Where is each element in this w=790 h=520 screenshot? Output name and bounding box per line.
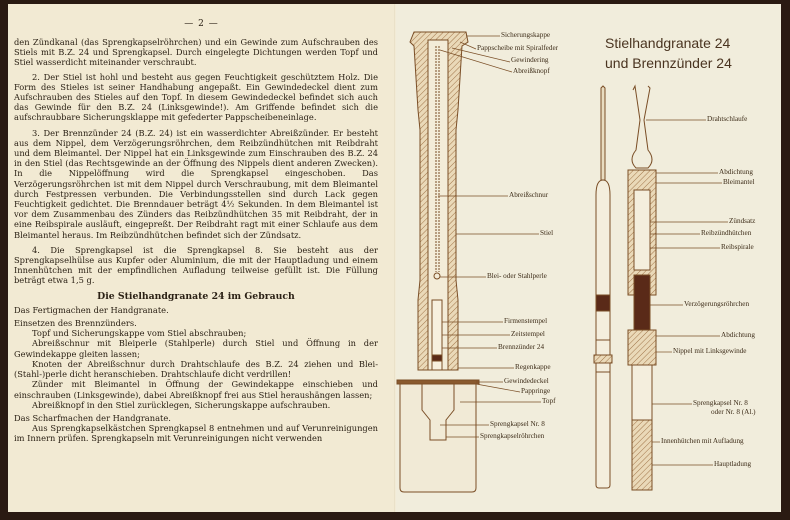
label-bleimantel: Bleimantel: [723, 178, 755, 186]
fuze-external-view: [594, 86, 612, 488]
label-sprengkapsel: Sprengkapsel Nr. 8: [490, 420, 545, 428]
label-gewindering: Gewindering: [511, 56, 549, 64]
paragraph-1: den Zündkanal (das Sprengkapselröhrchen) und ein Gewinde zum Aufschrauben des Stiels mit B.Z. 24 und Sprengkapsel. Durch eingelegte Dichtungen werden Topf und Stiel wasserdicht miteinander verschraubt.: [14, 37, 378, 68]
label-zuendsatz: Zündsatz: [729, 217, 756, 225]
subheading-fertigmachen: Das Fertigmachen der Handgranate.: [14, 304, 169, 315]
title-line-1: Stielhandgranate 24: [605, 35, 731, 51]
label-hauptladung: Hauptladung: [714, 460, 752, 468]
section-heading: Die Stielhandgranate 24 im Gebrauch: [97, 290, 295, 302]
label-sprengkapsel-al: oder Nr. 8 (Al.): [711, 408, 756, 416]
label-reibzuendhuetchen: Reibzündhütchen: [701, 229, 752, 237]
label-innenhuetchen: Innenhütchen mit Aufladung: [661, 437, 744, 445]
subheading-einsetzen: Einsetzen des Brennzünders.: [14, 318, 137, 329]
label-abdichtung-1: Abdichtung: [719, 168, 753, 176]
subheading-scharfmachen: Das Scharfmachen der Handgranate.: [14, 412, 171, 423]
label-bleiperle: Blei- oder Stahlperle: [487, 272, 547, 280]
label-pappscheibe: Pappscheibe mit Spiralfeder: [477, 44, 559, 52]
paragraph-4: 4. Die Sprengkapsel ist die Sprengkapsel 8. Sie besteht aus der Sprengkapselhülse aus Kupfer oder Aluminium, die mit der Hauptladung und einem Innenhütchen mit der empfindlichen Aufladung teilweise gefüllt ist. Die Füllung beträgt etwa 1,5 g.: [14, 244, 378, 286]
fuze-cross-section: [628, 86, 656, 490]
label-pappringe: Pappringe: [521, 387, 551, 395]
label-gewindedeckel: Gewindedeckel: [504, 377, 549, 385]
paragraph-3: 3. Der Brennzünder 24 (B.Z. 24) ist ein wasserdichter Abreißzünder. Er besteht aus dem Nippel, dem Verzögerungsröhrchen, dem Reibzündhütchen mit Reibdraht und dem Bleimantel. Der Nippel hat ein Linksgewinde zum Einschrauben des B.Z. 24 in den Stiel (das Rechtsgewinde an der Öffnung des Nippels dient anderen Zwecken). In die Nippelöffnung wird die Sprengkapsel eingeschoben. Das Verzögerungsröhrchen ist mit dem Nippel durch Verschraubung, mit dem Bleimantel durch Festpressen verbunden. Die Verbindungsstellen sind durch Lack gegen Feuchtigkeit gedichtet. Die Brenndauer beträgt 4½ Sekunden. In dem Bleimantel ist vor dem Zusammenbau des Zünders das Reibzündhütchen 35 mit Reibdraht, der in eine Reibspirale ausläuft, eingepreßt. Der Reibdraht ragt mit einer Schlaufe aus dem Bleimantel heraus. Im Reibzündhütchen befindet sich der Zündsatz.: [14, 127, 378, 240]
label-sprengkapselroehrchen: Sprengkapselröhrchen: [480, 432, 545, 440]
label-abreissknopf: Abreißknopf: [513, 67, 550, 75]
label-sicherungskappe: Sicherungskappe: [501, 31, 551, 39]
step-1: Topf und Sicherungskappe vom Stiel abschrauben;: [32, 328, 247, 339]
step-5: Abreißknopf in den Stiel zurücklegen, Sicherungskappe aufschrauben.: [32, 399, 331, 410]
label-drahtschlaufe: Drahtschlaufe: [707, 115, 748, 123]
step-2: Abreißschnur mit Bleiperle (Stahlperle) durch Stiel und Öffnung in der Gewindekappe gleiten lassen;: [14, 338, 378, 359]
label-firmenstempel: Firmenstempel: [504, 317, 548, 325]
label-nippel: Nippel mit Linksgewinde: [673, 347, 747, 355]
grenade-cross-section: [397, 32, 479, 492]
page-number: — 2 —: [184, 19, 219, 29]
step-3: Knoten der Abreißschnur durch Drahtschlaufe des B.Z. 24 ziehen und Blei-(Stahl-)perle dicht heranschieben. Drahtschlaufe dicht verdrillen!: [14, 358, 378, 380]
final-paragraph: Aus Sprengkapselkästchen Sprengkapsel 8 entnehmen und auf Verunreinigungen im Innern prüfen. Sprengkapseln mit Verunreinigungen nicht verwenden: [14, 423, 378, 444]
paragraph-2: 2. Der Stiel ist hohl und besteht aus gegen Feuchtigkeit geschütztem Holz. Die Form des Stieles ist seiner Handhabung angepaßt. Ein Gewindedeckel dient zum Aufschrauben des Stieles auf den Topf. In diesem Gewindedeckel befindet sich auch das Gewinde für den B.Z. 24 (Linksgewinde!). Am Griffende befindet sich die aufschraubbare Sicherungsklappe mit gefederter Pappscheibeneinlage.: [14, 71, 378, 123]
label-reibspirale: Reibspirale: [721, 243, 754, 251]
label-regenkappe: Regenkappe: [515, 363, 551, 371]
label-stiel: Stiel: [540, 229, 554, 237]
label-topf: Topf: [542, 397, 556, 405]
title-line-2: und Brennzünder 24: [605, 55, 732, 71]
label-abreissschnur: Abreißschnur: [509, 191, 549, 199]
step-4: Zünder mit Bleimantel in Öffnung der Gewindekappe einschieben und einschrauben (Linksgewinde), dabei Abreißknopf frei aus Stiel heraushängen lassen;: [14, 379, 378, 400]
label-brennzuender: Brennzünder 24: [498, 343, 545, 351]
label-abdichtung-2: Abdichtung: [721, 331, 755, 339]
label-verzoegerungsroehrchen: Verzögerungsröhrchen: [684, 300, 750, 308]
label-sprengkapsel-nr8: Sprengkapsel Nr. 8: [693, 399, 748, 407]
label-zeitstempel: Zeitstempel: [511, 330, 545, 338]
